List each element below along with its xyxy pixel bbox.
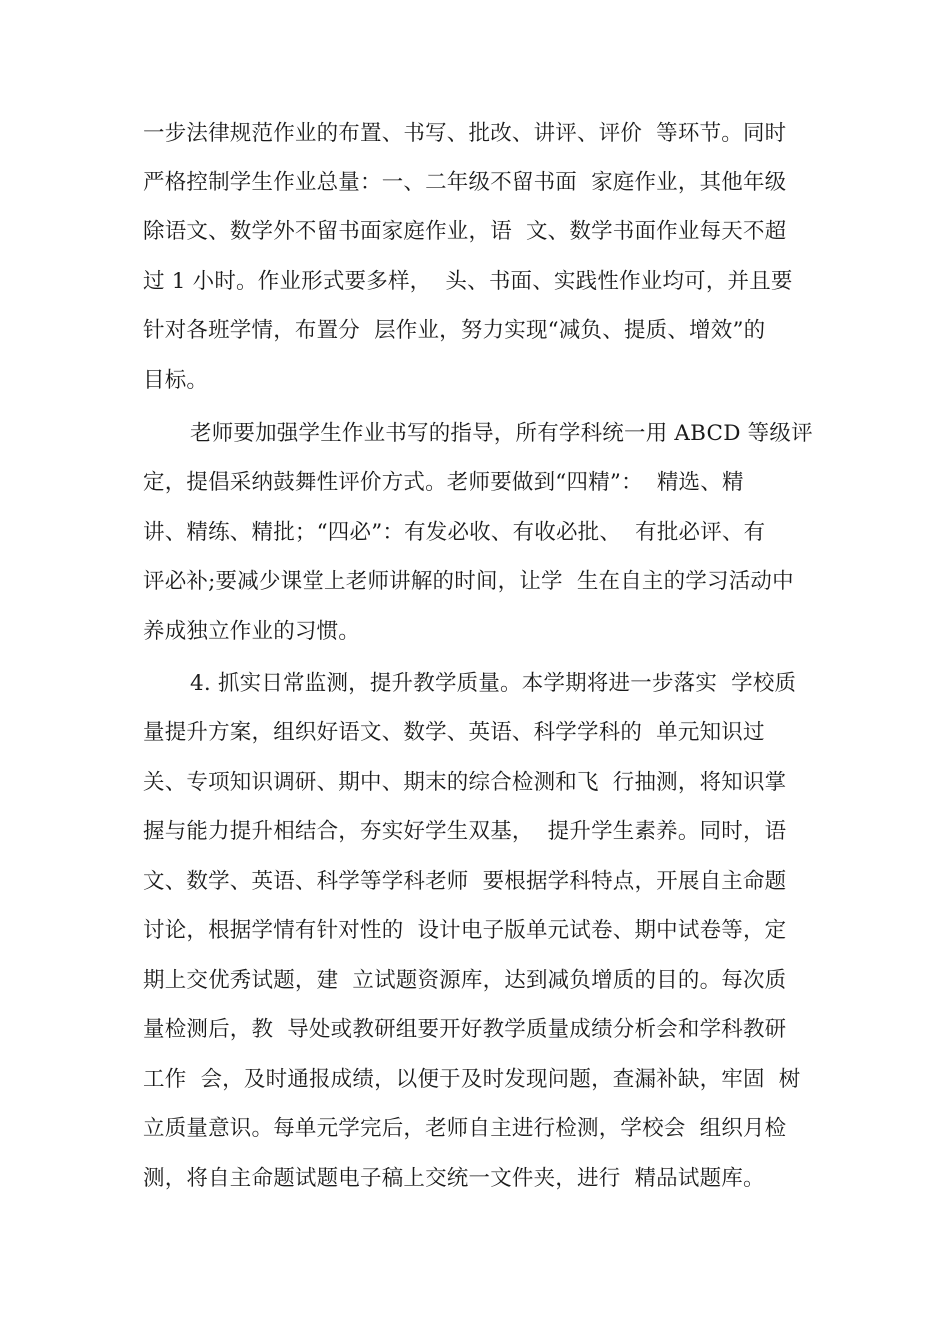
paragraph-1-line-1: 一步法律规范作业的布置、书写、批改、讲评、评价 等环节。同时 <box>143 121 787 146</box>
paragraph-3-line-2: 量提升方案，组织好语文、数学、英语、科学学科的 单元知识过 <box>143 720 765 745</box>
paragraph-3-line-1: 4. 抓实日常监测，提升教学质量。本学期将进一步落实 学校质 <box>190 671 797 696</box>
paragraph-2-line-1: 老师要加强学生作业书写的指导，所有学科统一用 ABCD 等级评 <box>190 421 813 446</box>
paragraph-3-line-11: 测，将自主命题试题电子稿上交统一文件夹，进行 精品试题库。 <box>143 1166 765 1191</box>
paragraph-1-line-2: 严格控制学生作业总量：一、二年级不留书面 家庭作业，其他年级 <box>143 170 787 195</box>
paragraph-3-line-7: 期上交优秀试题，建 立试题资源库，达到减负增质的目的。每次质 <box>143 968 787 993</box>
paragraph-3-line-4: 握与能力提升相结合，夯实好学生双基， 提升学生素养。同时，语 <box>143 819 787 844</box>
paragraph-3-line-3: 关、专项知识调研、期中、期末的综合检测和飞 行抽测，将知识掌 <box>143 770 787 795</box>
paragraph-2-line-3: 讲、精练、精批；“四必”：有发必收、有收必批、 有批必评、有 <box>143 520 766 545</box>
paragraph-2-line-2: 定，提倡采纳鼓舞性评价方式。老师要做到“四精”： 精选、精 <box>143 470 744 495</box>
paragraph-3-line-6: 讨论，根据学情有针对性的 设计电子版单元试卷、期中试卷等，定 <box>143 918 787 943</box>
paragraph-3-line-8: 量检测后，教 导处或教研组要开好教学质量成绩分析会和学科教研 <box>143 1017 787 1042</box>
paragraph-1-line-3: 除语文、数学外不留书面家庭作业，语 文、数学书面作业每天不超 <box>143 219 787 244</box>
paragraph-1-line-6: 目标。 <box>143 368 209 393</box>
paragraph-1-line-4: 过 1 小时。作业形式要多样， 头、书面、实践性作业均可，并且要 <box>143 269 793 294</box>
paragraph-1-line-5: 针对各班学情，布置分 层作业，努力实现“减负、提质、增效”的 <box>143 318 766 343</box>
paragraph-2-line-4: 评必补;要减少课堂上老师讲解的时间，让学 生在自主的学习活动中 <box>143 569 794 594</box>
paragraph-3-line-5: 文、数学、英语、科学等学科老师 要根据学科特点，开展自主命题 <box>143 869 787 894</box>
paragraph-3-line-9: 工作 会，及时通报成绩，以便于及时发现问题，查漏补缺，牢固 树 <box>143 1067 801 1092</box>
paragraph-3-line-10: 立质量意识。每单元学完后，老师自主进行检测，学校会 组织月检 <box>143 1116 787 1141</box>
paragraph-2-line-5: 养成独立作业的习惯。 <box>143 619 361 644</box>
